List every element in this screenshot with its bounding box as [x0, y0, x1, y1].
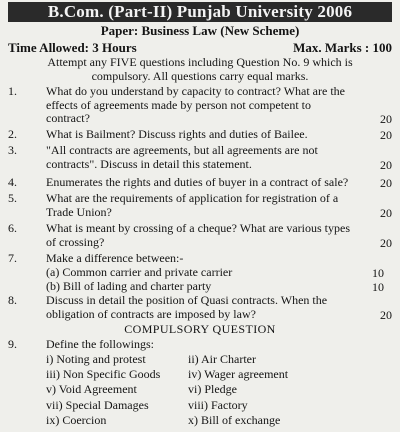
question-line: Trade Union?	[46, 205, 112, 219]
question-text	[46, 144, 392, 171]
question-number: 9.	[8, 337, 17, 351]
question-9	[8, 338, 392, 352]
term-item: ii) Air Charter	[188, 352, 256, 366]
question-marks: 20	[380, 307, 392, 322]
paper-title: Paper: Business Law (New Scheme)	[100, 23, 300, 38]
question-line: Make a difference between:-	[46, 252, 184, 265]
question-number: 7.	[8, 251, 17, 265]
question-marks: 10	[372, 279, 384, 294]
term-item: vi) Pledge	[188, 382, 237, 396]
question-line: What is Bailment? Discuss rights and duties of Bailee.	[46, 128, 308, 141]
question-line: obligation of contracts are imposed by law?	[46, 307, 256, 321]
max-marks: Max. Marks : 100	[293, 40, 392, 55]
question-line: What do you understand by capacity to contract? What are the	[46, 85, 345, 98]
question-marks: 20	[380, 111, 392, 126]
question-7b	[8, 280, 392, 294]
question-marks: 20	[380, 175, 392, 190]
question-line: Discuss in detail the position of Quasi contracts. When the	[46, 294, 328, 307]
question-number: 4.	[8, 175, 17, 189]
question-text	[46, 128, 392, 142]
compulsory-heading: COMPULSORY QUESTION	[124, 322, 276, 336]
term-item: iv) Wager agreement	[188, 367, 289, 381]
question-text	[46, 252, 392, 266]
question-line: effects of agreements made by person not competent to	[46, 98, 312, 112]
question-marks: 10	[372, 265, 384, 280]
question-line: contracts". Discuss in detail this statement.	[46, 157, 252, 171]
question-2	[8, 128, 392, 142]
question-number: 6.	[8, 221, 17, 235]
term-item: vii) Special Damages	[46, 398, 149, 412]
question-line: contract?	[46, 112, 90, 125]
question-text	[46, 338, 392, 352]
term-item: i) Noting and protest	[46, 352, 146, 366]
term-item: x) Bill of exchange	[188, 413, 281, 427]
question-text	[46, 176, 376, 190]
question-line: Define the followings:	[46, 338, 154, 351]
question-number: 3.	[8, 143, 17, 157]
question-number: 1.	[8, 84, 17, 98]
question-3	[8, 144, 392, 172]
exam-meta	[8, 40, 392, 55]
question-7a	[8, 266, 392, 280]
term-item: ix) Coercion	[46, 413, 107, 427]
definition-terms	[46, 352, 386, 428]
time-allowed: Time Allowed: 3 Hours	[8, 40, 137, 55]
question-line: (a) Common carrier and private carrier	[46, 266, 233, 279]
question-5	[8, 192, 392, 220]
instructions	[30, 55, 370, 83]
question-4	[8, 176, 392, 190]
question-text	[46, 266, 392, 280]
question-6	[8, 222, 392, 250]
question-line: (b) Bill of lading and charter party	[46, 280, 212, 293]
question-line: What is meant by crossing of a cheque? What are various types	[46, 222, 351, 235]
instruction-line: Attempt any FIVE questions including Question No. 9 which is	[47, 55, 353, 69]
question-line: Enumerates the rights and duties of buyer in a contract of sale?	[46, 176, 349, 189]
question-text	[46, 222, 392, 249]
question-marks: 20	[380, 235, 392, 250]
question-line: of crossing?	[46, 235, 105, 249]
question-marks: 20	[380, 127, 392, 142]
question-marks: 20	[380, 205, 392, 220]
question-text	[46, 294, 392, 321]
question-1	[8, 85, 392, 126]
question-marks: 20	[380, 157, 392, 172]
term-item: iii) Non Specific Goods	[46, 367, 161, 381]
question-text	[46, 280, 392, 294]
question-text	[46, 192, 392, 219]
exam-banner: B.Com. (Part-II) Punjab University 2006	[8, 2, 392, 22]
question-7	[8, 252, 392, 266]
question-line: "All contracts are agreements, but all agreements are not	[46, 144, 318, 157]
question-number: 5.	[8, 191, 17, 205]
question-line: What are the requirements of application for registration of a	[46, 192, 339, 205]
question-8	[8, 294, 392, 322]
question-text	[46, 85, 392, 126]
term-item: v) Void Agreement	[46, 382, 137, 396]
question-number: 8.	[8, 293, 17, 307]
term-item: viii) Factory	[188, 398, 248, 412]
question-number: 2.	[8, 127, 17, 141]
instruction-line: compulsory. All questions carry equal marks.	[91, 69, 309, 83]
